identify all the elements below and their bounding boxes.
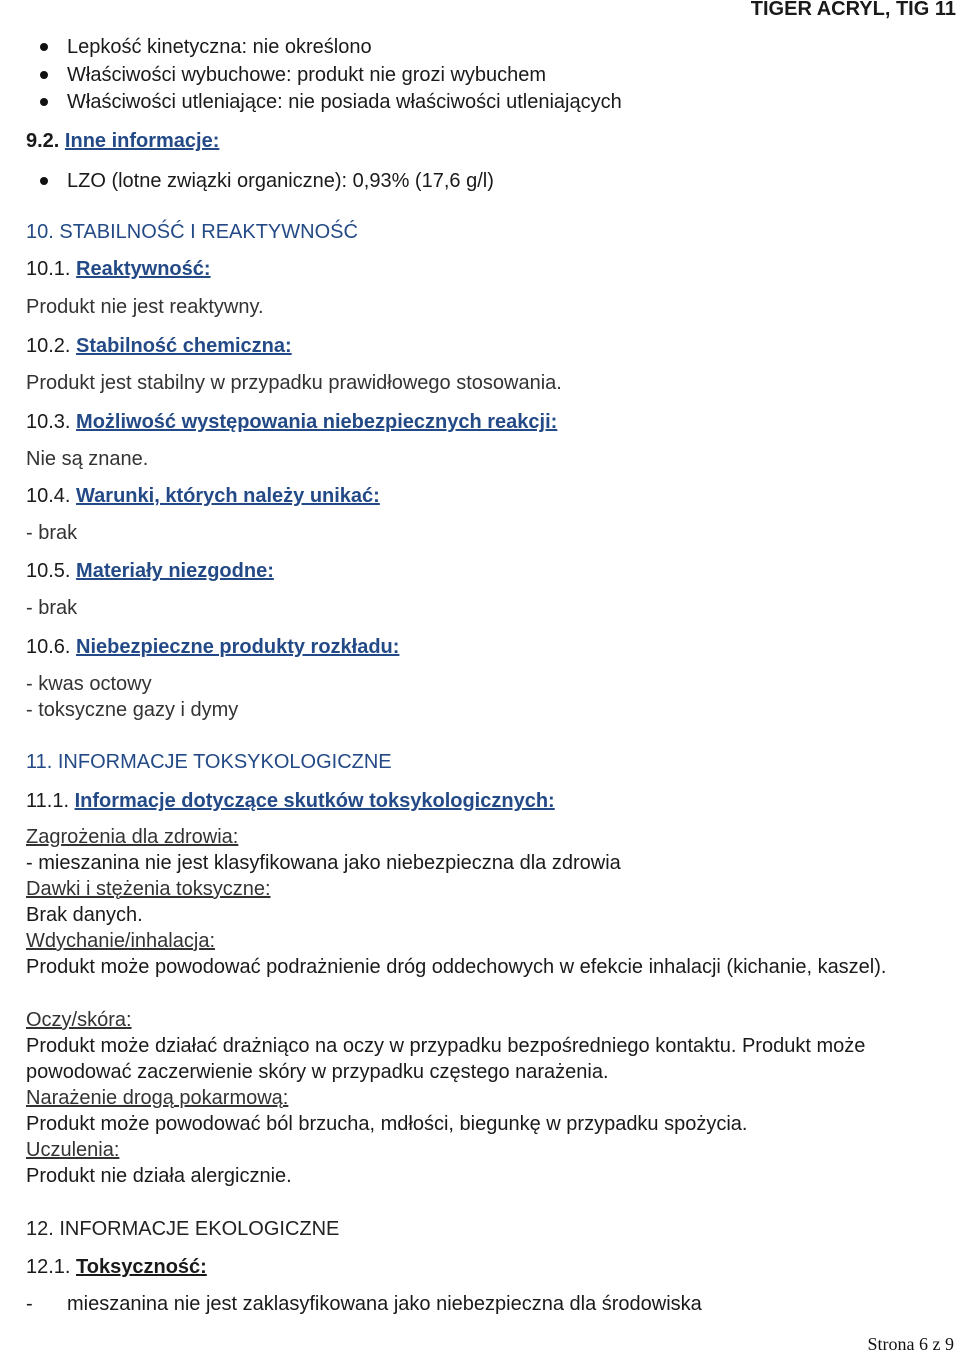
section-number: 10.1.: [26, 258, 71, 280]
section-10-1-heading: [26, 256, 211, 282]
list-dash: -: [26, 1293, 33, 1315]
tox-text: Produkt może powodować ból brzucha, mdłości, biegunkę w przypadku spożycia.: [26, 1113, 748, 1135]
section-text: Produkt nie jest reaktywny.: [26, 296, 264, 318]
section-10-heading: 10. STABILNOŚĆ I REAKTYWNOŚĆ: [26, 221, 358, 243]
section-11-1-heading: [26, 788, 555, 814]
tox-label: Dawki i stężenia toksyczne:: [26, 878, 271, 900]
section-10-5-heading: [26, 558, 274, 584]
section-title: Informacje dotyczące skutków toksykologicznych:: [74, 790, 555, 812]
section-title: Warunki, których należy unikać:: [76, 485, 380, 507]
tox-label: Wdychanie/inhalacja:: [26, 930, 215, 952]
section-text: - kwas octowy: [26, 673, 152, 695]
section-title: Reaktywność:: [76, 258, 211, 280]
section-number: 10.5.: [26, 560, 71, 582]
bullet-dot: [40, 98, 48, 106]
list-item-text: mieszanina nie jest zaklasyfikowana jako niebezpieczna dla środowiska: [67, 1293, 702, 1315]
section-title: Materiały niezgodne:: [76, 560, 274, 582]
section-10-3-heading: [26, 409, 557, 435]
section-number: 10.6.: [26, 636, 71, 658]
tox-label: Narażenie drogą pokarmową:: [26, 1087, 289, 1109]
section-title: Niebezpieczne produkty rozkładu:: [76, 636, 400, 658]
tox-text: Produkt może działać drażniąco na oczy w przypadku bezpośredniego kontaktu. Produkt może powodować zaczerwienie skóry w przypadku częstego narażenia.: [26, 1035, 866, 1083]
tox-label: Oczy/skóra:: [26, 1009, 132, 1031]
section-9-2-heading: [26, 128, 219, 154]
section-number: 11.1.: [26, 790, 69, 812]
section-text: Produkt jest stabilny w przypadku prawidłowego stosowania.: [26, 372, 562, 394]
bullet-dot: [40, 71, 48, 79]
tox-text: Produkt nie działa alergicznie.: [26, 1165, 292, 1187]
section-number: 12.1.: [26, 1256, 71, 1278]
section-title: Stabilność chemiczna:: [76, 335, 292, 357]
section-11-heading: 11. INFORMACJE TOKSYKOLOGICZNE: [26, 751, 392, 773]
document-header-title: TIGER ACRYL, TIG 11: [750, 0, 956, 20]
section-10-4-heading: [26, 483, 380, 509]
bullet-item: Właściwości utleniające: nie posiada właściwości utleniających: [67, 91, 622, 113]
bullet-dot: [40, 43, 48, 51]
section-text: - brak: [26, 597, 78, 619]
section-12-1-heading: [26, 1254, 207, 1280]
section-number: 10.4.: [26, 485, 71, 507]
section-title: Możliwość występowania niebezpiecznych reakcji:: [76, 411, 558, 433]
tox-text: Produkt może powodować podrażnienie dróg oddechowych w efekcie inhalacji (kichanie, kaszel).: [26, 956, 887, 978]
bullet-item: Lepkość kinetyczna: nie określono: [67, 36, 372, 58]
bullet-item: Właściwości wybuchowe: produkt nie grozi wybuchem: [67, 64, 547, 86]
section-10-6-heading: [26, 634, 399, 660]
bullet-item: LZO (lotne związki organiczne): 0,93% (17,6 g/l): [67, 170, 494, 192]
section-number: 10.3.: [26, 411, 71, 433]
section-text: Nie są znane.: [26, 448, 149, 470]
section-number: 10.2.: [26, 335, 71, 357]
tox-label: Zagrożenia dla zdrowia:: [26, 826, 239, 848]
page-number: Strona 6 z 9: [867, 1334, 954, 1354]
tox-text: - mieszanina nie jest klasyfikowana jako niebezpieczna dla zdrowia: [26, 852, 621, 874]
section-text: - toksyczne gazy i dymy: [26, 699, 239, 721]
section-title: Toksyczność:: [76, 1256, 207, 1278]
section-12-heading: 12. INFORMACJE EKOLOGICZNE: [26, 1218, 340, 1240]
bullet-dot: [40, 177, 48, 185]
tox-label: Uczulenia:: [26, 1139, 120, 1161]
section-text: - brak: [26, 522, 78, 544]
tox-text: Brak danych.: [26, 904, 143, 926]
section-10-2-heading: [26, 333, 292, 359]
section-title: Inne informacje:: [64, 130, 220, 152]
section-number: 9.2.: [26, 130, 60, 152]
